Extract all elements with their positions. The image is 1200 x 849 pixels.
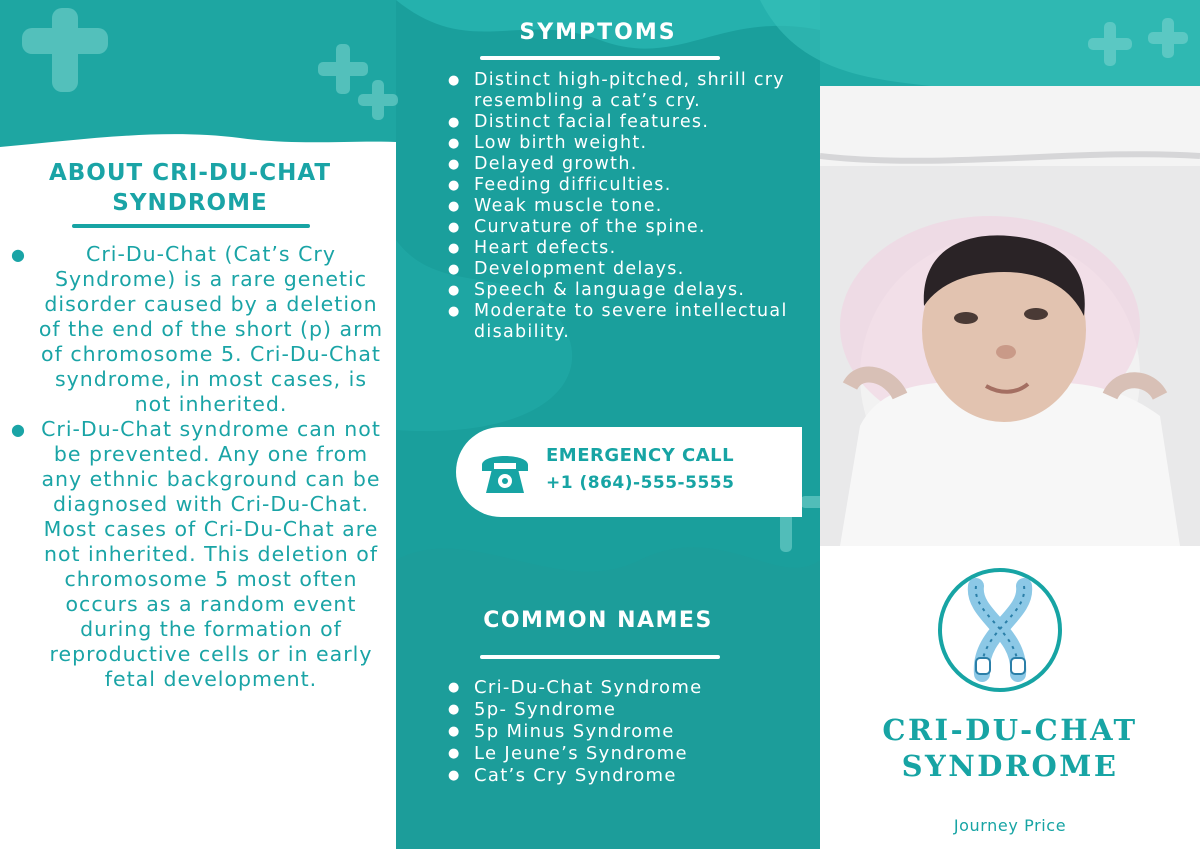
cover-title-line1: CRI-DU-CHAT (882, 713, 1138, 747)
bullet-icon: ● (448, 283, 461, 298)
symptom-item: ● Development delays. (448, 259, 685, 279)
symptom-item: ● Delayed growth. (448, 154, 638, 174)
infant-photo (820, 86, 1200, 546)
symptom-item: ● Distinct facial features. (448, 112, 710, 132)
bullet-icon: ● (448, 262, 461, 277)
symptom-item: ● Feeding difficulties. (448, 175, 672, 195)
bullet-icon: ● (448, 73, 461, 88)
common-name-item: ● Cri-Du-Chat Syndrome (448, 677, 703, 698)
about-panel (0, 0, 396, 849)
common-name-item: ● 5p- Syndrome (448, 699, 617, 720)
symptoms-title: SYMPTOMS (519, 20, 677, 45)
common-name-item: ● Cat’s Cry Syndrome (448, 765, 677, 786)
common-names-divider (480, 655, 720, 659)
about-item: ● Cri-Du-Chat syndrome can not be prevented. Any one from any ethnic background can be diagnosed with Cri-Du-Chat. Most cases of Cri-Du-Chat are not inherited. This deletion of chromosome 5 most often occurs as a random event during the formation of reproductive cells or in early fetal development. (11, 417, 381, 691)
symptoms-divider (480, 56, 720, 60)
bullet-icon: ● (448, 241, 461, 256)
symptom-item: ● Weak muscle tone. (448, 196, 663, 216)
symptom-item: ● Moderate to severe intellectual disability. (448, 301, 788, 342)
bullet-icon: ● (11, 420, 26, 439)
cover-title-line2: SYNDROME (901, 749, 1119, 783)
bullet-icon: ● (448, 724, 461, 739)
bullet-icon: ● (11, 245, 26, 264)
bullet-icon: ● (448, 746, 461, 761)
symptom-item: ● Low birth weight. (448, 133, 648, 153)
emergency-label: EMERGENCY CALL (546, 445, 735, 466)
bullet-icon: ● (448, 304, 461, 319)
bullet-icon: ● (448, 178, 461, 193)
symptom-item: ● Heart defects. (448, 238, 617, 258)
symptom-item: ● Curvature of the spine. (448, 217, 706, 237)
common-names-list (448, 677, 808, 787)
about-divider (72, 224, 310, 228)
common-names-title: COMMON NAMES (483, 608, 713, 633)
emergency-call-box (456, 427, 802, 517)
telephone-icon (478, 445, 532, 499)
bullet-icon: ● (448, 220, 461, 235)
symptoms-panel (396, 0, 820, 849)
symptoms-list (448, 70, 808, 343)
about-item: ● Cri-Du-Chat (Cat’s Cry Syndrome) is a rare genetic disorder caused by a deletion of the end of the short (p) arm of chromosome 5. Cri-Du-Chat syndrome, in most cases, is not inherited. (11, 242, 384, 416)
cover-title (820, 712, 1200, 784)
bullet-icon: ● (448, 702, 461, 717)
bullet-icon: ● (448, 157, 461, 172)
symptom-item: ● Distinct high-pitched, shrill cry resembling a cat’s cry. (448, 70, 785, 111)
emergency-number[interactable]: +1 (864)-555-5555 (546, 473, 735, 493)
cover-panel (820, 0, 1200, 849)
symptom-item: ● Speech & language delays. (448, 280, 746, 300)
about-list (8, 242, 388, 692)
common-name-item: ● Le Jeune’s Syndrome (448, 743, 688, 764)
bullet-icon: ● (448, 115, 461, 130)
bullet-icon: ● (448, 199, 461, 214)
about-title: ABOUT CRI-DU-CHAT SYNDROME (48, 160, 332, 216)
author-name: Journey Price (953, 816, 1067, 835)
bullet-icon: ● (448, 680, 461, 695)
bullet-icon: ● (448, 136, 461, 151)
chromosome-icon (936, 566, 1064, 694)
bullet-icon: ● (448, 768, 461, 783)
common-name-item: ● 5p Minus Syndrome (448, 721, 675, 742)
